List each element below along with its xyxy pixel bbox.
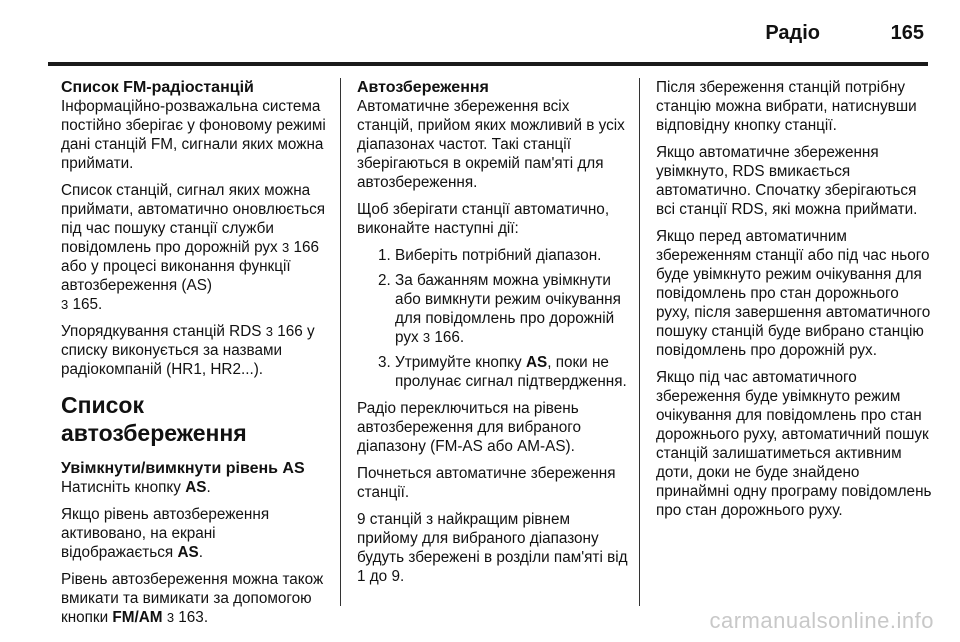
- arrow-icon: 3: [61, 297, 69, 312]
- autosave-paragraph-1: Автоматичне збереження всіх станцій, прийом яких можливий в усіх діапазонах частот. Такі станції зберігаються в окремій пам'яті для автозбереження.: [357, 98, 625, 191]
- toggle-paragraph-2: [61, 505, 331, 562]
- toggle-as-heading: Увімкнути/вимкнути рівень AS: [61, 460, 305, 477]
- page-header: [0, 0, 960, 62]
- text-segment: .: [198, 544, 203, 561]
- page-reference[interactable]: 165.: [72, 296, 103, 313]
- autosave-list-heading: Список автозбереження: [61, 392, 247, 446]
- header-rule: [48, 62, 928, 66]
- col3-paragraph-3: Якщо перед автоматичним збереженням станції або під час нього буде увімкнуто режим очікування для повідомлень про стан дорожнього руху, після завершення автоматичного пошуку станцій буде вибрано станцію повідомлень про дорожній рух.: [656, 228, 931, 359]
- column-3: [656, 78, 936, 528]
- as-button-label: AS: [525, 354, 548, 371]
- text-segment: Список станцій, сигнал яких можна приймати, автоматично оновлюється під час пошуку станції служби повідомлень про дорожній рух: [61, 182, 326, 256]
- column-divider-1: [340, 78, 341, 606]
- list-item: [395, 246, 629, 265]
- as-button-label: AS: [177, 544, 199, 561]
- step-text: Виберіть потрібний діапазон.: [395, 247, 602, 264]
- step-text: За бажанням можна увімкнути або вимкнути режим очікування для повідомлень про дорожній рух: [395, 272, 621, 346]
- step-text: , поки не пролунає сигнал підтвердження.: [395, 354, 627, 390]
- autosave-paragraph-5: 9 станцій з найкращим рівнем прийому для вибраного діапазону будуть збережені в розділи пам'яті від 1 до 9.: [357, 511, 628, 585]
- column-divider-2: [639, 78, 640, 606]
- arrow-icon: 3: [422, 330, 431, 345]
- fm-list-heading: Список FM-радіостанцій: [61, 79, 254, 96]
- fm-list-paragraph-2: [61, 181, 331, 314]
- list-item: [395, 353, 629, 391]
- autosave-steps-list: [357, 246, 629, 391]
- arrow-icon: 3: [166, 610, 175, 625]
- autosave-paragraph-4: Почнеться автоматичне збереження станції.: [357, 465, 616, 501]
- watermark: carmanualsonline.info: [709, 608, 934, 633]
- page-reference[interactable]: 166: [293, 239, 319, 256]
- arrow-icon: 3: [281, 240, 290, 255]
- col3-paragraph-4: Якщо під час автоматичного збереження буде увімкнуто режим очікування для повідомлень про стан дорожнього руху, автоматичний пошук станцій залишатиметься активним доти, доки не буде знайдено принаймні одну програму повідомлень про стан дорожнього руху.: [656, 369, 932, 519]
- text-segment: або у процесі виконання функції автозбереження (AS): [61, 258, 291, 294]
- page-reference[interactable]: 166.: [434, 329, 465, 346]
- fm-list-paragraph-1: Інформаційно-розважальна система постійно зберігає у фоновому режимі дані станцій FM, сигнали яких можна приймати.: [61, 98, 326, 172]
- autosave-heading: Автозбереження: [357, 79, 489, 96]
- page-title: Радіо: [765, 22, 820, 44]
- col3-paragraph-2: Якщо автоматичне збереження увімкнуто, RDS вмикається автоматично. Спочатку зберігаються всі станції RDS, які можна приймати.: [656, 144, 918, 218]
- page-reference[interactable]: 166: [277, 323, 303, 340]
- text-segment: Рівень автозбереження можна також вмикати та вимикати за допомогою кнопки: [61, 571, 324, 626]
- col3-paragraph-1: Після збереження станцій потрібну станцію можна вибрати, натиснувши відповідну кнопку станції.: [656, 79, 917, 134]
- as-button-label: AS: [185, 479, 207, 496]
- autosave-paragraph-2: Щоб зберігати станції автоматично, виконайте наступні дії:: [357, 201, 610, 237]
- column-2: [357, 78, 629, 594]
- text-segment: Якщо рівень автозбереження активовано, на екрані відображається: [61, 506, 270, 561]
- page-number: 165: [890, 22, 924, 44]
- list-item: [395, 271, 629, 347]
- page-reference[interactable]: 163.: [178, 609, 209, 626]
- step-text: Утримуйте кнопку: [395, 354, 526, 371]
- fm-am-button-label: FM/AM: [112, 609, 163, 626]
- autosave-paragraph-3: Радіо переключиться на рівень автозбереження для вибраного діапазону (FM-AS або AM-AS).: [357, 400, 581, 455]
- fm-list-paragraph-3: [61, 322, 331, 379]
- arrow-icon: 3: [265, 324, 273, 339]
- text-segment: у списку виконується за назвами радіокомпаній (HR1, HR2...).: [61, 323, 315, 378]
- toggle-paragraph-3: [61, 570, 331, 627]
- text-segment: Упорядкування станцій RDS: [61, 323, 266, 340]
- toggle-paragraph-1: [61, 478, 331, 497]
- column-1: [61, 78, 331, 635]
- text-segment: Натисніть кнопку: [61, 479, 186, 496]
- text-segment: .: [206, 479, 211, 496]
